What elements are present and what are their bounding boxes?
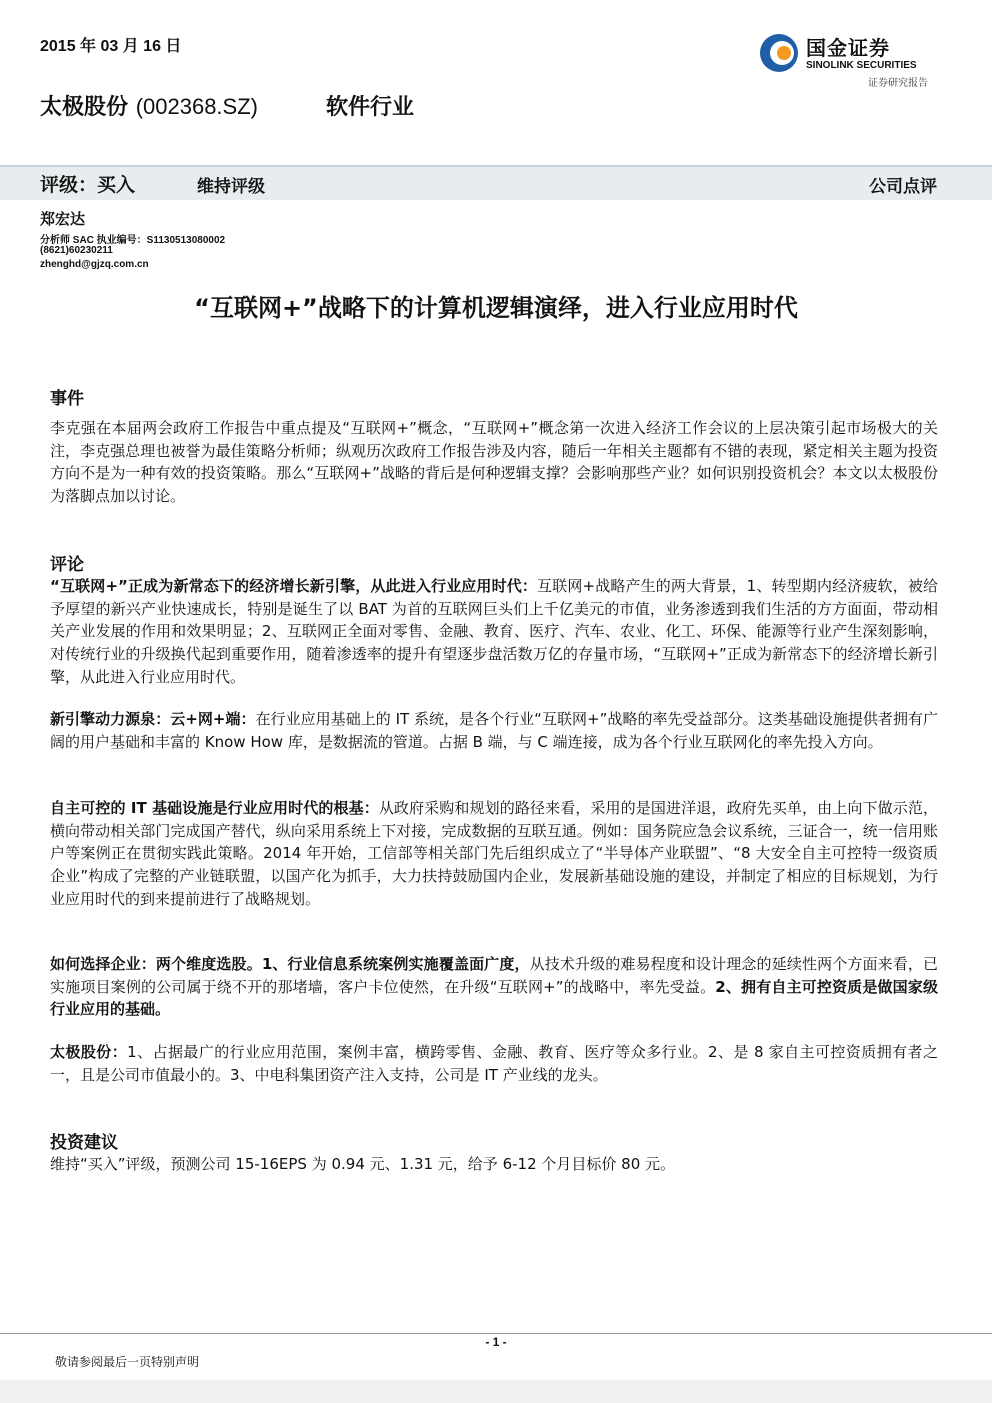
page-number: - 1 - xyxy=(485,1335,507,1349)
report-title: “互联网+”战略下的计算机逻辑演绎，进入行业应用时代 xyxy=(194,294,798,322)
paragraph-4-text: 从技术升级的难易程度和设计理念的延续性两个方面来看，已实施项目案例的公司属于绕不开的那堵墙，客户卡位使然，在升级“互联网+”的战略中，率先受益。 xyxy=(50,955,938,996)
rating-maintain: 维持评级 xyxy=(197,177,265,197)
stock-name: 太极股份 xyxy=(40,95,129,120)
report-type: 公司点评 xyxy=(869,177,937,197)
paragraph-1-lead: “互联网+”正成为新常态下的经济增长新引擎，从此进入行业应用时代： xyxy=(50,577,538,595)
sinolink-logo-icon xyxy=(758,32,800,74)
paragraph-2-text: 在行业应用基础上的 IT 系统，是各个行业“互联网+”战略的率先受益部分。这类基础设施提供者拥有广阔的用户基础和丰富的 Know How 库，是数据流的管道。占据 B 端，与 C 端连接，成为各个行业互联网化的率先投入方向。 xyxy=(50,710,938,751)
event-paragraph: 李克强在本届两会政府工作报告中重点提及“互联网+”概念，“互联网+”概念第一次进入经济工作会议的上层决策引起市场极大的关注，李克强总理也被誉为最佳策略分析师；纵观历次政府工作报告涉及内容，随后一年相关主题都有不错的表现，紧定相关主题为投资方向不是为一种有效的投资策略。那么“互联网+”战略的背后是何种逻辑支撑？会影响那些产业？如何识别投资机会？本文以太极股份为落脚点加以讨论。 xyxy=(50,419,938,506)
comment-paragraph-4 xyxy=(50,953,938,1021)
analyst-email[interactable]: zhenghd@gjzq.com.cn xyxy=(40,259,149,270)
paragraph-1-text: 互联网+战略产生的两大背景，1、转型期内经济疲软，被给予厚望的新兴产业快速成长，特别是诞生了以 BAT 为首的互联网巨头们上千亿美元的市值，业务渗透到我们生活的方方面面，带动相关产业发展的作用和效果明显；2、互联网正全面对零售、金融、教育、医疗、汽车、农业、化工、环保、能源等行业产生深刻影响，对传统行业的升级换代起到重要作用，随着渗透率的提升有望逐步盘活数万亿的存量市场，“互联网+”正成为新常态下的经济增长新引擎，从此进入行业应用时代。 xyxy=(50,577,938,686)
footer-disclaimer: 敬请参阅最后一页特别声明 xyxy=(55,1355,200,1369)
paragraph-5-lead: 太极股份： xyxy=(50,1043,128,1061)
logo-chinese-name: 国金证券 xyxy=(806,36,890,60)
paragraph-5-text: 1、占据最广的行业应用范围，案例丰富，横跨零售、金融、教育、医疗等众多行业。2、是 8 家自主可控资质拥有者之一，且是公司市值最小的。3、中电科集团资产注入支持，公司是 IT 产业线的龙头。 xyxy=(50,1043,938,1084)
invest-heading: 投资建议 xyxy=(50,1133,118,1153)
analyst-phone: (8621)60230211 xyxy=(40,245,113,256)
paragraph-3-lead: 自主可控的 IT 基础设施是行业应用时代的根基： xyxy=(50,799,379,817)
event-heading: 事件 xyxy=(50,389,84,409)
stock-code: (002368.SZ) xyxy=(135,94,258,119)
comment-paragraph-2 xyxy=(50,708,938,753)
logo-english-name: SINOLINK SECURITIES xyxy=(806,60,917,71)
analyst-sac: 分析师 SAC 执业编号：S1130513080002 xyxy=(40,235,226,246)
paragraph-2-lead: 新引擎动力源泉：云+网+端： xyxy=(50,710,256,728)
report-date: 2015 年 03 月 16 日 xyxy=(40,38,182,55)
logo-subtitle: 证券研究报告 xyxy=(868,78,928,89)
comment-heading: 评论 xyxy=(50,555,84,575)
paragraph-3-text: 从政府采购和规划的路径来看，采用的是国进洋退，政府先买单，由上向下做示范，横向带动相关部门完成国产替代，纵向采用系统上下对接，完成数据的互联互通。例如：国务院应急会议系统，三证合一，统一信用账户等案例正在贯彻实践此策略。2014 年开始，工信部等相关部门先后组织成立了“半导体产业联盟”、“8 大安全自主可控特一级资质企业”构成了完整的产业链联盟，以国产化为抓手，大力扶持鼓励国内企业，发展新基础设施的建设，并制定了相应的目标规划，为行业应用时代的到来提前进行了战略规划。 xyxy=(50,799,938,908)
industry-label: 软件行业 xyxy=(326,95,415,120)
stock-title xyxy=(40,90,258,121)
company-logo xyxy=(756,30,946,90)
paragraph-4-tail: 2、拥有自主可控资质是做国家级行业应用的基础。 xyxy=(50,977,938,1019)
rating-bar xyxy=(0,165,992,200)
bottom-band xyxy=(0,1380,992,1403)
invest-paragraph: 维持“买入”评级，预测公司 15-16EPS 为 0.94 元、1.31 元，给予 6-12 个月目标价 80 元。 xyxy=(50,1155,676,1173)
comment-paragraph-1 xyxy=(50,575,938,689)
comment-paragraph-5 xyxy=(50,1041,938,1086)
paragraph-4-lead: 如何选择企业：两个维度选股。1、行业信息系统案例实施覆盖面广度， xyxy=(50,955,530,973)
rating: 评级：买入 xyxy=(40,174,136,196)
analyst-name: 郑宏达 xyxy=(40,210,86,228)
footer-divider xyxy=(0,1333,992,1334)
comment-paragraph-3 xyxy=(50,797,938,911)
